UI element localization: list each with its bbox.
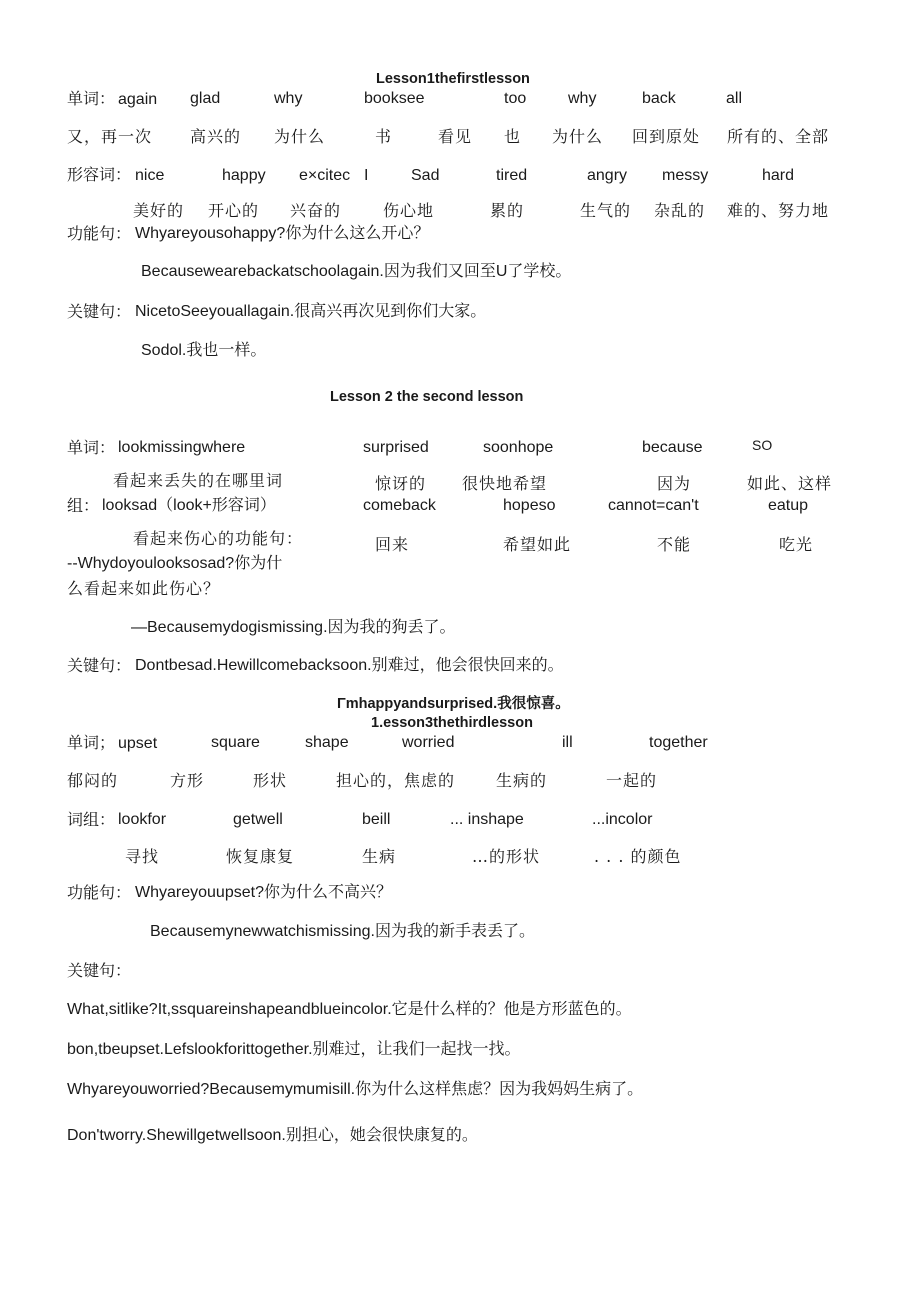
lesson1-word-cn: 为什么 (552, 127, 604, 146)
lesson3-phrase-cn: . . . 的颜色 (594, 847, 682, 866)
lesson1-word-cn: 回到原处 (632, 127, 701, 146)
lesson3-word-cn: 形状 (253, 771, 288, 790)
lesson3-func-label: 功能句： (67, 883, 132, 902)
lesson3-word: ill (562, 734, 573, 751)
lesson2-word-cn: 因为 (657, 474, 692, 493)
lesson2-word: lookmissingwhere (118, 439, 246, 456)
lesson1-adj: happy (222, 167, 266, 184)
lesson1-adj-cn: 开心的 (208, 201, 260, 220)
lesson1-adj: nice (135, 167, 165, 184)
lesson1-word-cn: 为什么 (274, 127, 326, 146)
lesson1-func-label: 功能句： (67, 224, 132, 243)
lesson3-func-question: Whyareyouupset?你为什么不高兴？ (135, 884, 392, 901)
lesson1-title: Lesson1thefirstlesson (376, 71, 530, 87)
lesson3-phrase-cn: 恢复康复 (226, 847, 295, 866)
lesson2-word-cn: 如此、这样 (747, 474, 833, 493)
lesson3-key-sentence: bon,tbeupset.Lefslookforittogether.别难过，让我们一起找一找。 (67, 1041, 521, 1058)
lesson1-adj: hard (762, 167, 795, 184)
lesson3-phrase-cn: 生病 (362, 847, 397, 866)
lesson2-func-question-cont: 么看起来如此伤心？ (67, 579, 221, 598)
lesson1-key-sentence: NicetoSeeyouallagain.很高兴再次见到你们大家。 (135, 303, 487, 320)
lesson3-word-cn: 郁闷的 (67, 771, 119, 790)
lesson1-adj-cn: 累的 (490, 201, 525, 220)
lesson1-adj-cn: 美好的 (133, 201, 185, 220)
lesson2-word: surprised (363, 439, 429, 456)
lesson1-word-cn: 看见 (438, 127, 473, 146)
lesson2-key-sentence: Γmhappyandsurprised.我很惊喜。 (337, 696, 570, 712)
lesson1-word-cn: 高兴的 (190, 127, 242, 146)
lesson2-word: SO (752, 437, 773, 453)
lesson1-word-cn: 书 (375, 127, 393, 146)
lesson1-word: again (118, 91, 158, 108)
lesson3-word: worried (402, 734, 455, 751)
lesson1-func-answer: Becausewearebackatschoolagain.因为我们又回至U了学校。 (141, 263, 572, 280)
lesson1-adj-cn: 生气的 (580, 201, 632, 220)
lesson2-phrase: comeback (363, 497, 436, 514)
lesson3-phrase-label: 词组： (67, 810, 116, 829)
lesson1-key-sentence: Sodol.我也一样。 (141, 342, 267, 359)
lesson1-adj-cn: 伤心地 (383, 201, 435, 220)
lesson3-phrase: ... inshape (450, 811, 524, 828)
lesson2-word: soonhope (483, 439, 554, 456)
lesson3-phrase: ...incolor (592, 811, 653, 828)
lesson3-title: 1.esson3thethirdlesson (371, 715, 533, 731)
lesson2-title: Lesson 2 the second lesson (330, 389, 524, 405)
lesson1-word: why (568, 90, 597, 107)
lesson1-adj-cn: 兴奋的 (290, 201, 342, 220)
lesson3-phrase: beill (362, 811, 391, 828)
lesson1-func-question: Whyareyousohappy?你为什么这么开心？ (135, 225, 430, 242)
lesson2-word: because (642, 439, 703, 456)
lesson2-phrase: hopeso (503, 497, 556, 514)
lesson1-words-label: 单词： (67, 89, 116, 108)
lesson3-word: together (649, 734, 708, 751)
lesson1-adj: messy (662, 167, 709, 184)
lesson2-key-label: 关键句： (67, 656, 132, 675)
lesson1-adj: e×citec (299, 167, 351, 184)
lesson2-phrase: eatup (768, 497, 809, 514)
lesson1-adj: tired (496, 167, 528, 184)
lesson1-word: why (274, 90, 303, 107)
lesson2-phrase-cn: 希望如此 (503, 535, 572, 554)
lesson3-phrase: getwell (233, 811, 283, 828)
lesson3-word-cn: 方形 (170, 771, 205, 790)
lesson2-words-label: 单词： (67, 438, 116, 457)
lesson1-adj-label: 形容词： (67, 165, 132, 184)
lesson1-word-cn: 又，再一次 (67, 127, 153, 146)
lesson3-word-cn: 一起的 (606, 771, 658, 790)
lesson3-word-cn: 担心的，焦虑的 (336, 771, 456, 790)
lesson2-phrase-cn: 不能 (657, 535, 692, 554)
lesson2-key-sentence: Dontbesad.Hewillcomebacksoon.别难过，他会很快回来的。 (135, 657, 564, 674)
lesson1-adj-cn: 难的、努力地 (727, 201, 830, 220)
lesson1-word: all (726, 90, 743, 107)
lesson2-word-cn: 很快地希望 (462, 474, 548, 493)
lesson1-word: back (642, 90, 676, 107)
lesson1-adj: I (364, 167, 369, 184)
lesson3-key-sentence: What,sitlike?It,ssquareinshapeandblueincolor.它是什么样的？他是方形蓝色的。 (67, 1001, 632, 1018)
lesson3-word: upset (118, 735, 158, 752)
lesson3-words-label: 单词； (67, 733, 116, 752)
lesson2-word-cn: 看起来丢失的在哪里词 (113, 471, 284, 490)
lesson3-word: shape (305, 734, 349, 751)
lesson3-phrase-cn: 寻找 (125, 847, 160, 866)
lesson2-func-answer: —Becausemydogismissing.因为我的狗丢了。 (131, 619, 456, 636)
lesson2-phrase-cn: 看起来伤心的功能句： (133, 529, 304, 548)
lesson1-word: booksee (364, 90, 425, 107)
lesson3-word: square (211, 734, 260, 751)
lesson2-phrase-label: 组： (67, 496, 100, 515)
lesson2-phrase: looksad（look+形容词） (102, 497, 276, 514)
lesson1-word-cn: 所有的、全部 (727, 127, 830, 146)
lesson2-phrase: cannot=can't (608, 497, 699, 514)
lesson2-phrase-cn: 回来 (375, 535, 410, 554)
lesson3-phrase: lookfor (118, 811, 167, 828)
lesson1-word-cn: 也 (504, 127, 522, 146)
lesson3-key-sentence: Whyareyouworried?Becausemymumisill.你为什么这样焦虑？因为我妈妈生病了。 (67, 1081, 644, 1098)
lesson1-word: too (504, 90, 527, 107)
lesson1-word: glad (190, 90, 221, 107)
lesson2-word-cn: 惊讶的 (375, 474, 427, 493)
lesson3-key-sentence: Don'tworry.Shewillgetwellsoon.别担心，她会很快康复的。 (67, 1127, 478, 1144)
lesson1-adj: angry (587, 167, 628, 184)
lesson3-key-label: 关键句： (67, 961, 132, 980)
lesson2-func-question: --Whydoyoulooksosad?你为什 (67, 555, 283, 572)
lesson3-phrase-cn: …的形状 (472, 847, 541, 866)
lesson3-func-answer: Becausemynewwatchismissing.因为我的新手表丢了。 (150, 923, 535, 940)
lesson2-phrase-cn: 吃光 (779, 535, 814, 554)
lesson3-word-cn: 生病的 (496, 771, 548, 790)
lesson1-adj: Sad (411, 167, 440, 184)
lesson1-key-label: 关键句： (67, 302, 132, 321)
lesson1-adj-cn: 杂乱的 (654, 201, 706, 220)
